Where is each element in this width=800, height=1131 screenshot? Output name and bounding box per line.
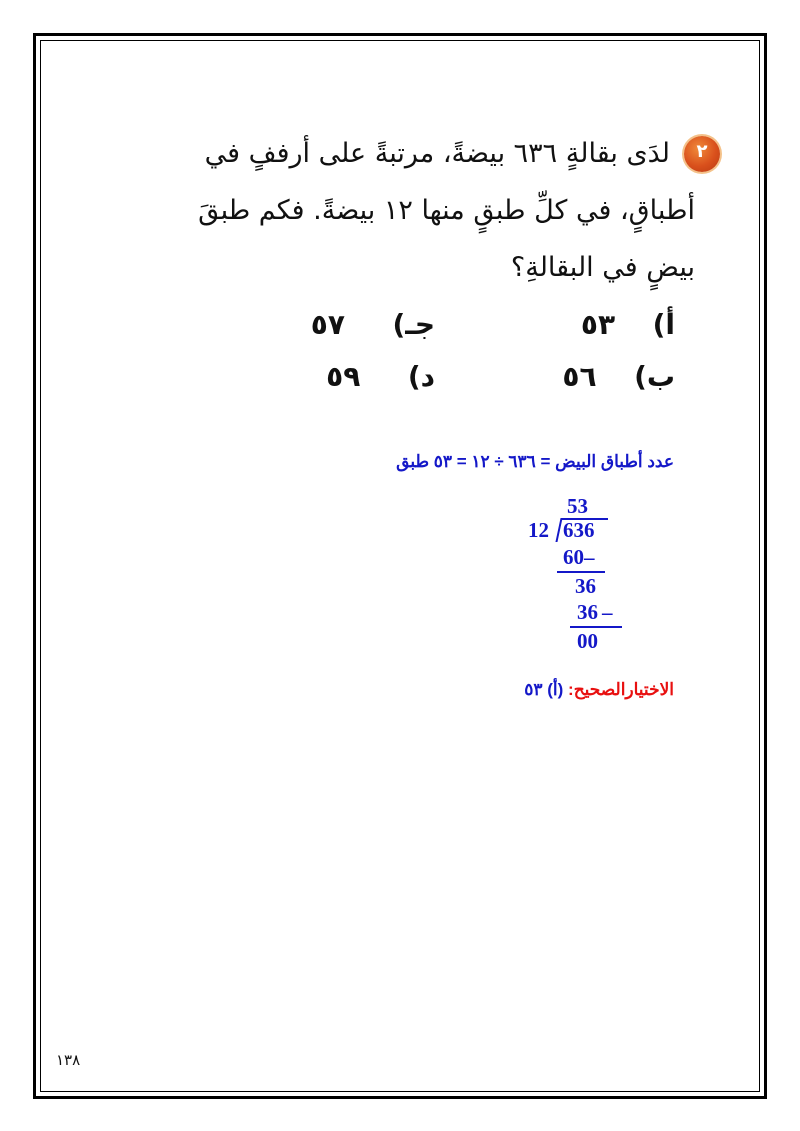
- option-c-value: ٥٧: [310, 308, 345, 341]
- division-rule-1: [557, 571, 605, 573]
- division-step2: [577, 600, 613, 625]
- correct-answer-value: (أ) ٥٣: [524, 680, 564, 699]
- option-c[interactable]: [311, 308, 435, 341]
- division-dividend: 636: [563, 518, 595, 542]
- question-line-3: بيضٍ في البقالةِ؟: [510, 252, 695, 283]
- option-a-value: ٥٣: [580, 308, 616, 341]
- correct-answer: [524, 680, 674, 700]
- division-quotient: 53: [567, 494, 588, 518]
- page-number: ١٣٨: [56, 1051, 81, 1069]
- division-remainder-2: 00: [577, 629, 598, 653]
- option-a-label: أ): [652, 308, 675, 341]
- division-step1: [563, 545, 595, 570]
- division-step2-value: 36: [577, 600, 598, 624]
- division-divisor: 12: [528, 518, 549, 542]
- division-rule-2: [570, 626, 622, 628]
- solution-equation: عدد أطباق البيض = ٦٣٦ ÷ ١٢ = ٥٣ طبق: [396, 452, 674, 471]
- division-step2-sign: –: [602, 600, 613, 624]
- option-c-label: جـ): [392, 308, 435, 341]
- option-d-label: د): [407, 360, 435, 393]
- question-line-2: أطباقٍ، في كلِّ طبقٍ منها ١٢ بيضةً. فكم طبقَ: [198, 195, 695, 226]
- option-a[interactable]: [581, 308, 675, 341]
- option-b[interactable]: [562, 360, 675, 393]
- question-line-1: لدَى بقالةٍ ٦٣٦ بيضةً، مرتبةً على أرففٍ في: [204, 138, 670, 169]
- question-number-badge: [684, 136, 720, 172]
- option-b-value: ٥٦: [562, 360, 597, 393]
- question-number: ٢: [696, 141, 708, 162]
- option-b-label: ب): [634, 360, 675, 393]
- division-remainder-1: 36: [575, 574, 596, 598]
- option-d-value: ٥٩: [326, 360, 361, 393]
- division-step1-sign: –: [584, 545, 595, 569]
- division-step1-value: 60: [563, 545, 584, 569]
- option-d[interactable]: [326, 360, 435, 393]
- correct-answer-label: الاختيارالصحيح:: [568, 680, 674, 699]
